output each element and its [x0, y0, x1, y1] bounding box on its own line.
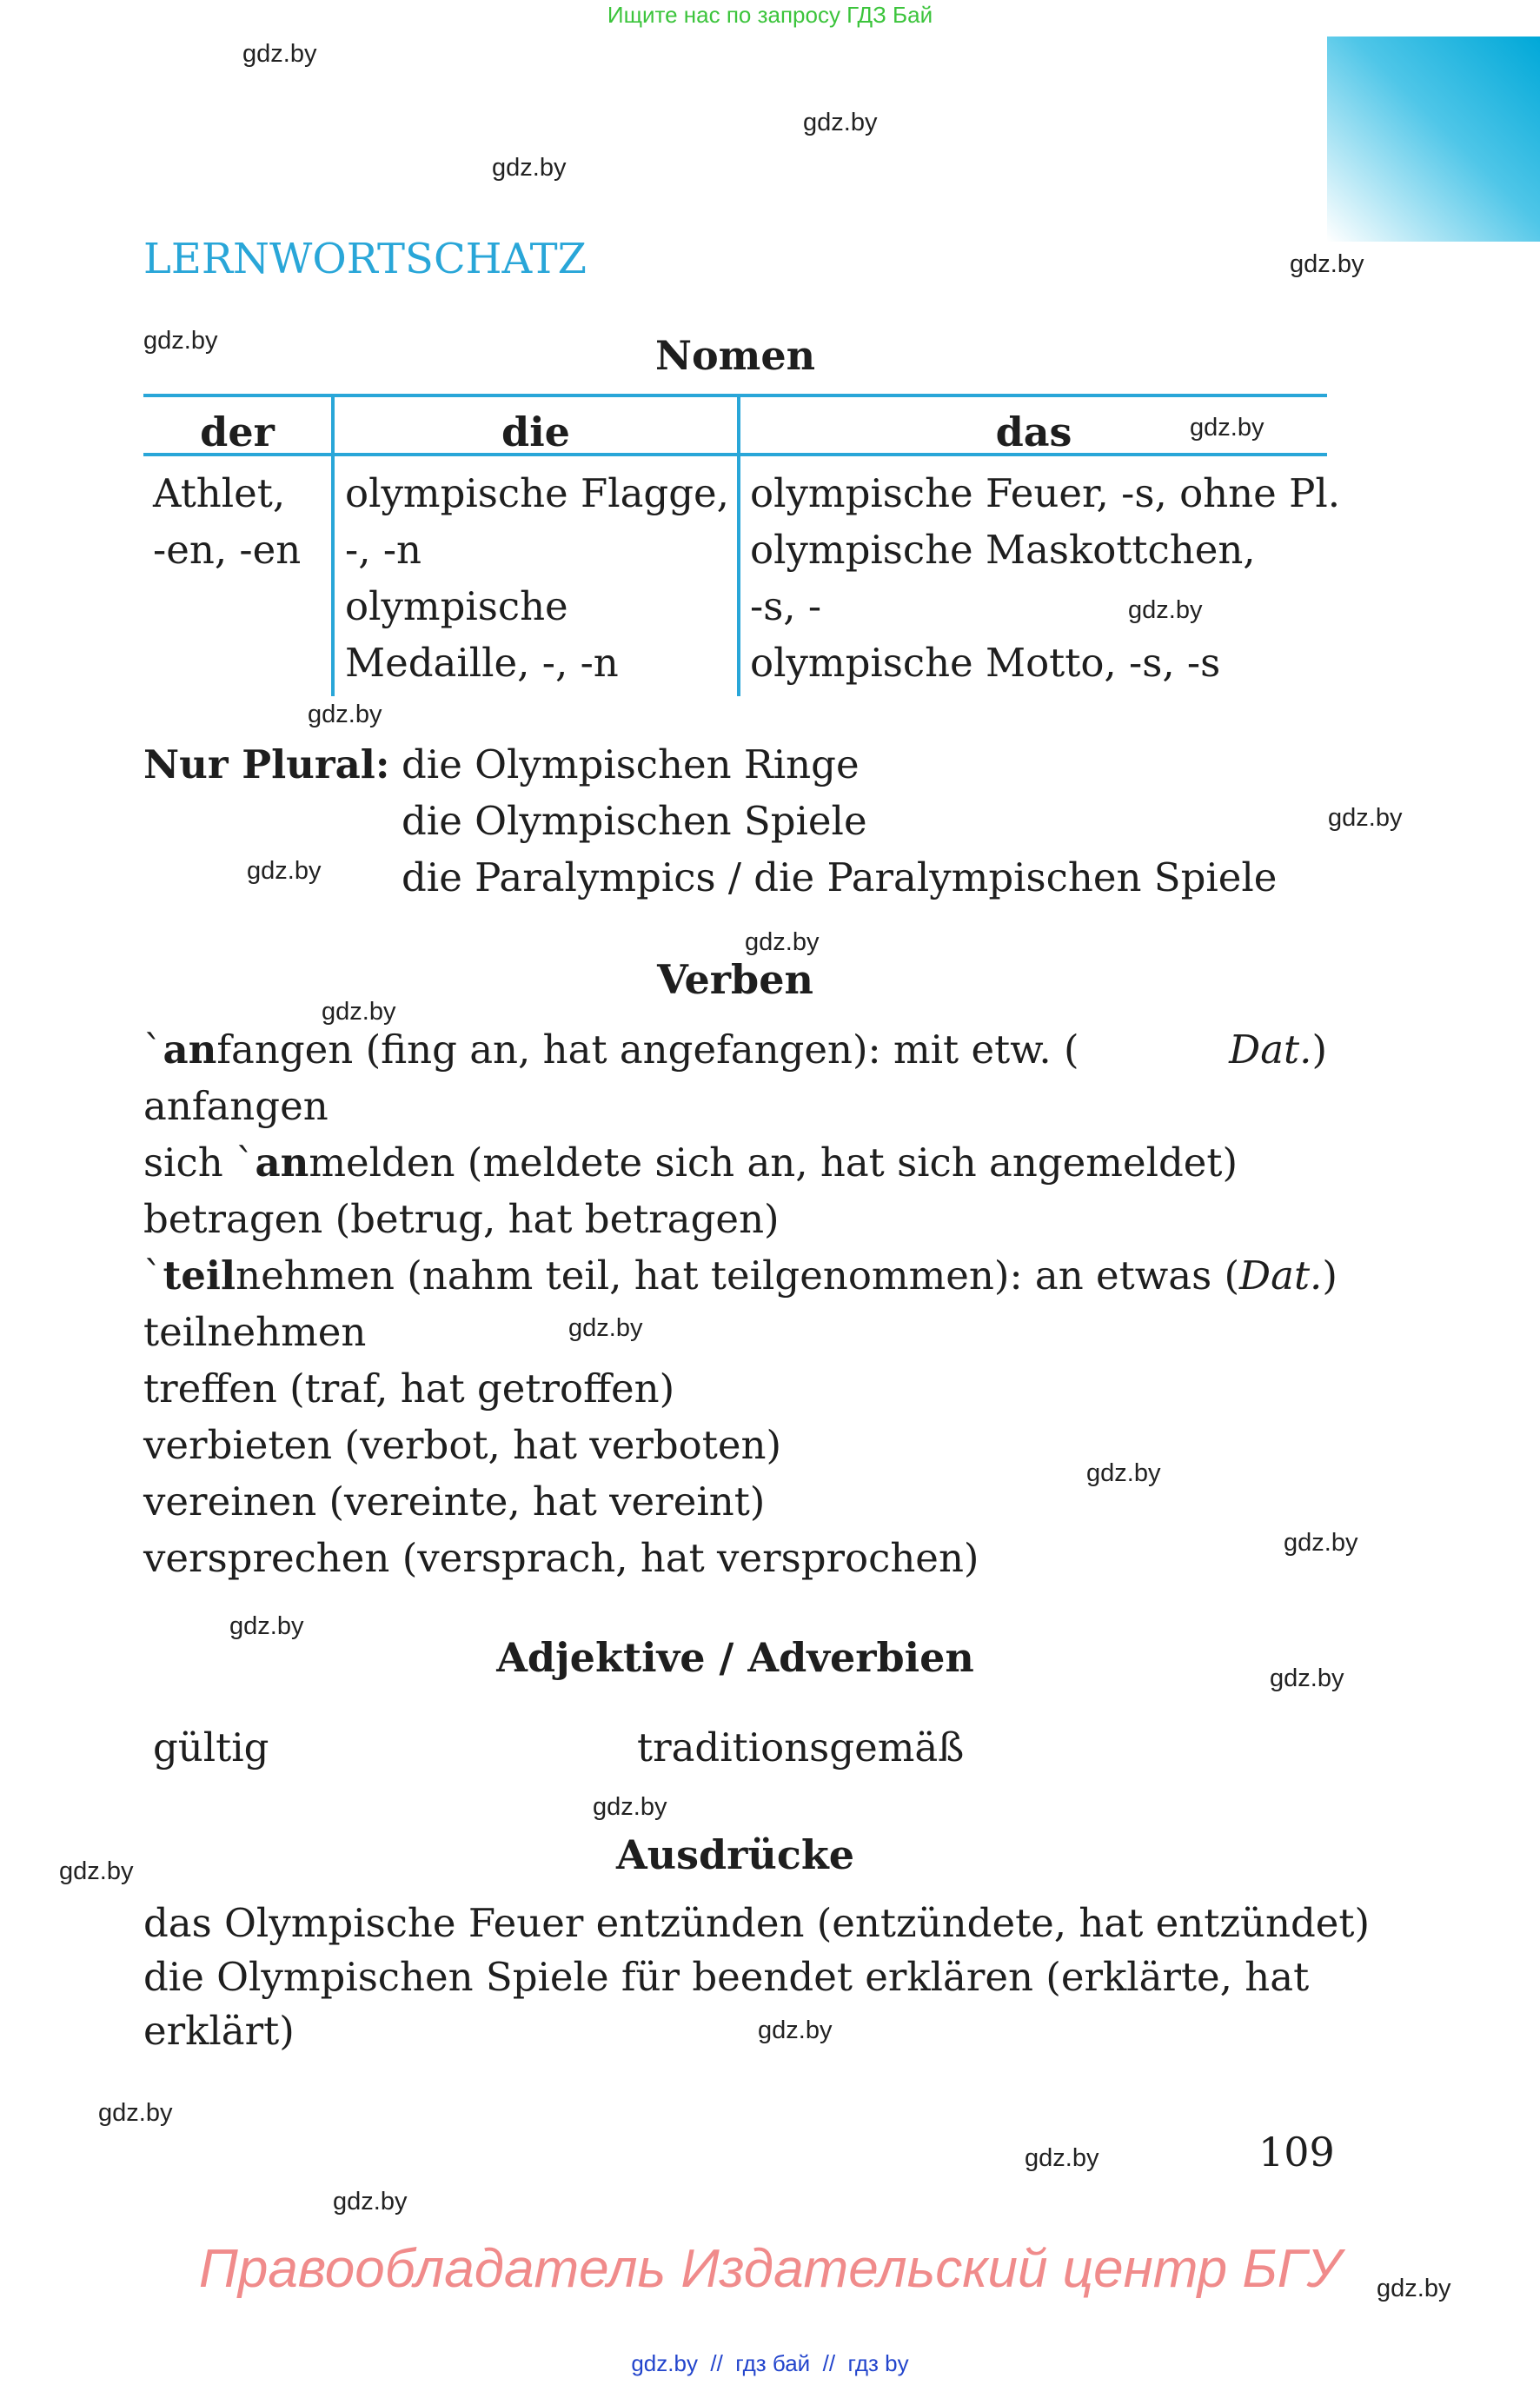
list-item: betragen (betrug, hat betragen) [143, 1196, 780, 1242]
page-number: 109 [1258, 2129, 1335, 2176]
nur-plural-label: Nur Plural: [143, 741, 390, 787]
watermark: gdz.by [593, 1793, 667, 1821]
list-item: treffen (traf, hat getroffen) [143, 1365, 675, 1412]
nomen-heading: Nomen [654, 332, 816, 379]
list-item: olympische Flagge, [345, 470, 729, 516]
watermark: gdz.by [492, 154, 567, 182]
list-item: `teilnehmen (nahm teil, hat teilgenommen): an etwas ( Dat.) [143, 1252, 1338, 1299]
top-banner[interactable]: Ищите нас по запросу ГДЗ Бай [607, 2, 933, 28]
watermark: gdz.by [1290, 250, 1364, 278]
list-item: die Olympischen Ringe [402, 741, 860, 787]
list-item: die Olympischen Spiele [402, 798, 867, 844]
list-item: Athlet, [153, 470, 286, 516]
watermark: gdz.by [229, 1612, 304, 1640]
watermark: gdz.by [1086, 1459, 1161, 1487]
die-column [345, 465, 729, 691]
nur-plural-list [402, 736, 1277, 906]
list-item: teilnehmen [143, 1309, 367, 1355]
list-item: -, -n [345, 527, 422, 573]
watermark: gdz.by [1377, 2275, 1451, 2302]
verben-list [143, 1021, 1338, 1586]
corner-decoration [1327, 37, 1540, 242]
list-item: olympische Motto, -s, -s [750, 640, 1221, 686]
section-title: LERNWORTSCHATZ [143, 235, 587, 283]
adjektive-word: traditionsgemäß [637, 1724, 965, 1770]
list-item: erklärt) [143, 2008, 295, 2054]
watermark: gdz.by [242, 40, 317, 68]
watermark: gdz.by [745, 928, 820, 956]
list-item: -en, -en [153, 527, 302, 573]
adjektive-word: gültig [153, 1724, 269, 1770]
das-column [750, 465, 1340, 691]
watermark: gdz.by [568, 1314, 643, 1342]
watermark: gdz.by [247, 857, 322, 885]
der-column [153, 465, 301, 578]
list-item: versprechen (versprach, hat versprochen) [143, 1535, 979, 1581]
watermark: gdz.by [322, 998, 396, 1026]
watermark: gdz.by [308, 701, 382, 728]
watermark: gdz.by [143, 327, 218, 355]
list-item: sich `anmelden (meldete sich an, hat sich angemeldet) [143, 1139, 1238, 1186]
list-item: die Paralympics / die Paralympischen Spiele [402, 854, 1278, 900]
copyright-notice: Правообладатель Издательский центр БГУ [198, 2239, 1342, 2299]
watermark: gdz.by [1025, 2144, 1099, 2172]
list-item: `anfangen (fing an, hat angefangen): mit etw. ( Dat.) [143, 1026, 1327, 1073]
watermark: gdz.by [1190, 414, 1265, 442]
watermark: gdz.by [1270, 1664, 1344, 1692]
list-item: die Olympischen Spiele für beendet erklären (erklärte, hat [143, 1954, 1310, 2000]
watermark: gdz.by [1128, 596, 1203, 624]
list-item: vereinen (vereinte, hat vereint) [143, 1478, 766, 1525]
watermark: gdz.by [758, 2016, 833, 2044]
table-top-rule [143, 394, 1327, 397]
list-item: anfangen [143, 1083, 329, 1129]
list-item: -s, - [750, 583, 822, 629]
ausdruecke-list [143, 1897, 1370, 2058]
col-header-das: das [995, 409, 1072, 455]
watermark: gdz.by [59, 1857, 134, 1885]
watermark: gdz.by [1284, 1529, 1358, 1557]
watermark: gdz.by [333, 2188, 408, 2216]
list-item: verbieten (verbot, hat verboten) [143, 1422, 782, 1468]
col-header-die: die [501, 409, 570, 455]
verben-heading: Verben [657, 956, 813, 1003]
list-item: olympische Feuer, -s, ohne Pl. [750, 470, 1341, 516]
list-item: Medaille, -, -n [345, 640, 619, 686]
list-item: olympische [345, 583, 568, 629]
watermark: gdz.by [98, 2099, 173, 2127]
ausdruecke-heading: Ausdrücke [615, 1831, 855, 1878]
list-item: olympische Maskottchen, [750, 527, 1256, 573]
adjektive-heading: Adjektive / Adverbien [496, 1634, 974, 1681]
watermark: gdz.by [803, 109, 878, 136]
col-header-der: der [200, 409, 275, 455]
footer-links[interactable]: gdz.by // гдз бай // гдз by [631, 2350, 909, 2376]
list-item: das Olympische Feuer entzünden (entzündete, hat entzündet) [143, 1900, 1371, 1946]
watermark: gdz.by [1328, 804, 1403, 832]
